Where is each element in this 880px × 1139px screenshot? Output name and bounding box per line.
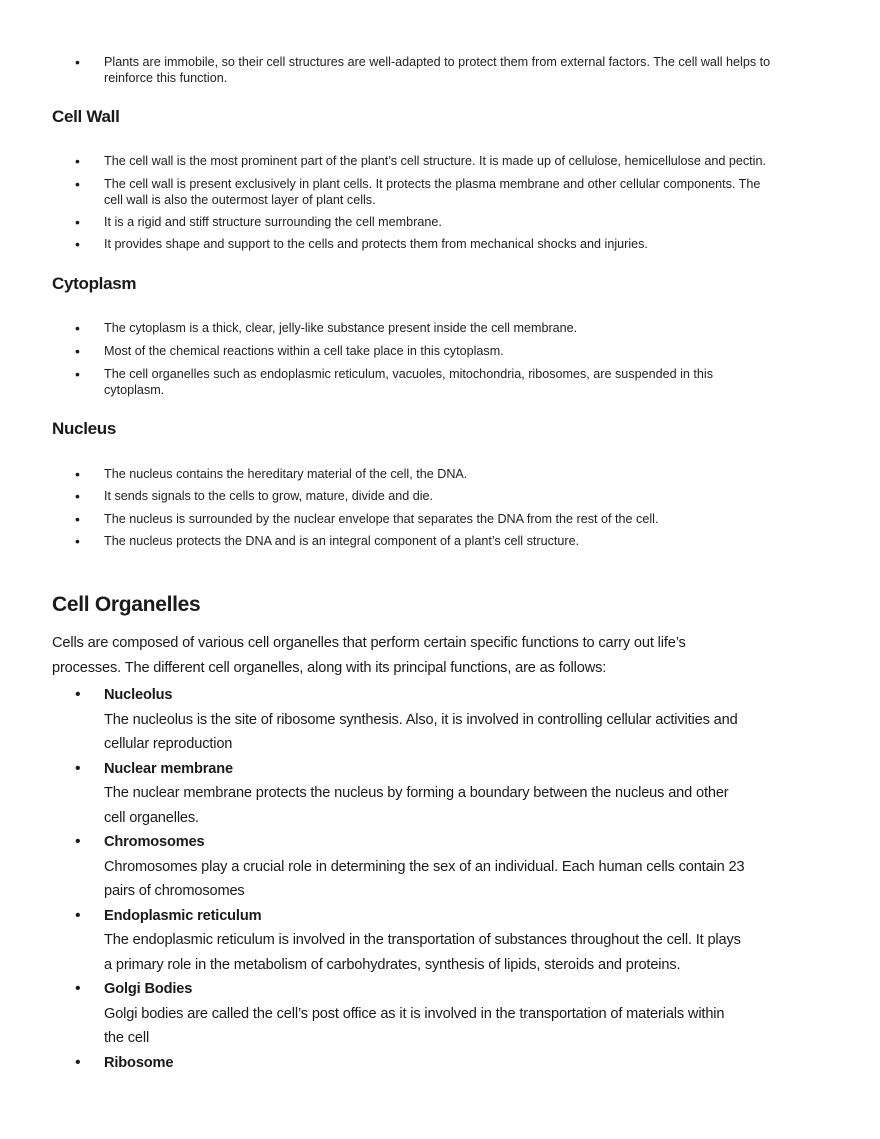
bullet-icon: • [75, 236, 80, 252]
organelle-title: Ribosome [104, 1054, 174, 1071]
section-heading-cell-wall: Cell Wall [52, 107, 120, 126]
bullet-icon: • [75, 54, 80, 70]
organelle-title: Nucleolus [104, 687, 173, 703]
bullet-icon: • [75, 176, 80, 192]
bullet-icon: • [75, 343, 80, 359]
list-item-text: Most of the chemical reactions within a cell take place in this cytoplasm. [104, 344, 504, 358]
organelle-description: the cell [104, 1030, 150, 1046]
list-item-text: reinforce this function. [104, 71, 228, 85]
section-heading-nucleus: Nucleus [52, 419, 117, 438]
organelle-title: Endoplasmic reticulum [104, 907, 262, 924]
bullet-icon: • [75, 833, 81, 850]
organelle-description: cell organelles. [104, 809, 199, 826]
organelle-description: The nucleolus is the site of ribosome synthesis. Also, it is involved in controlling cellular activities and [104, 711, 738, 728]
organelle-description: a primary role in the metabolism of carbohydrates, synthesis of lipids, steroids and proteins. [104, 956, 681, 973]
paragraph-text: Cells are composed of various cell organelles that perform certain specific functions to carry out life’s [52, 635, 686, 651]
organelle-description: The nuclear membrane protects the nucleus by forming a boundary between the nucleus and other [104, 785, 729, 801]
bullet-icon: • [75, 533, 80, 549]
organelle-description: cellular reproduction [104, 736, 233, 752]
organelle-description: The endoplasmic reticulum is involved in the transportation of substances throughout the cell. It plays [104, 932, 741, 948]
bullet-icon: • [75, 511, 80, 527]
list-item-text: It is a rigid and stiff structure surrounding the cell membrane. [104, 215, 442, 229]
bullet-icon: • [75, 686, 81, 703]
list-item-text: It provides shape and support to the cells and protects them from mechanical shocks and injuries. [104, 237, 648, 251]
list-item-text: The nucleus contains the hereditary material of the cell, the DNA. [104, 467, 468, 481]
paragraph-text: processes. The different cell organelles, along with its principal functions, are as follows: [52, 659, 607, 676]
list-item-text: The cell organelles such as endoplasmic reticulum, vacuoles, mitochondria, ribosomes, are suspended in this [104, 367, 714, 381]
bullet-icon: • [75, 759, 81, 777]
list-item-text: It sends signals to the cells to grow, mature, divide and die. [104, 489, 434, 503]
organelle-title: Golgi Bodies [104, 981, 193, 997]
organelle-description: Chromosomes play a crucial role in determining the sex of an individual. Each human cells contain 23 [104, 858, 745, 875]
bullet-icon: • [75, 488, 80, 504]
list-item-text: Plants are immobile, so their cell structures are well-adapted to protect them from external factors. The cell wall helps to [104, 55, 771, 69]
list-item-text: The cytoplasm is a thick, clear, jelly-like substance present inside the cell membrane. [104, 321, 578, 335]
bullet-icon: • [75, 320, 80, 336]
bullet-icon: • [75, 153, 80, 169]
bullet-icon: • [75, 366, 80, 382]
bullet-icon: • [75, 1053, 81, 1071]
organelle-title: Nuclear membrane [104, 760, 234, 777]
bullet-icon: • [75, 906, 81, 924]
list-item-text: The nucleus protects the DNA and is an integral component of a plant’s cell structure. [104, 534, 580, 548]
bullet-icon: • [75, 980, 81, 997]
section-heading-cytoplasm: Cytoplasm [52, 274, 137, 293]
bullet-icon: • [75, 214, 80, 230]
organelle-title: Chromosomes [104, 834, 205, 850]
list-item-text: The nucleus is surrounded by the nuclear envelope that separates the DNA from the rest of the cell. [104, 512, 659, 526]
section-heading-cell-organelles: Cell Organelles [52, 593, 201, 616]
organelle-description: Golgi bodies are called the cell’s post office as it is involved in the transportation of materials within [104, 1005, 725, 1022]
list-item-text: cell wall is also the outermost layer of plant cells. [104, 193, 376, 207]
list-item-text: The cell wall is present exclusively in plant cells. It protects the plasma membrane and other cellular components. The [104, 177, 761, 191]
bullet-icon: • [75, 466, 80, 482]
organelle-description: pairs of chromosomes [104, 883, 245, 899]
list-item-text: cytoplasm. [104, 383, 165, 397]
list-item-text: The cell wall is the most prominent part of the plant’s cell structure. It is made up of cellulose, hemicellulose and pectin. [104, 154, 766, 168]
